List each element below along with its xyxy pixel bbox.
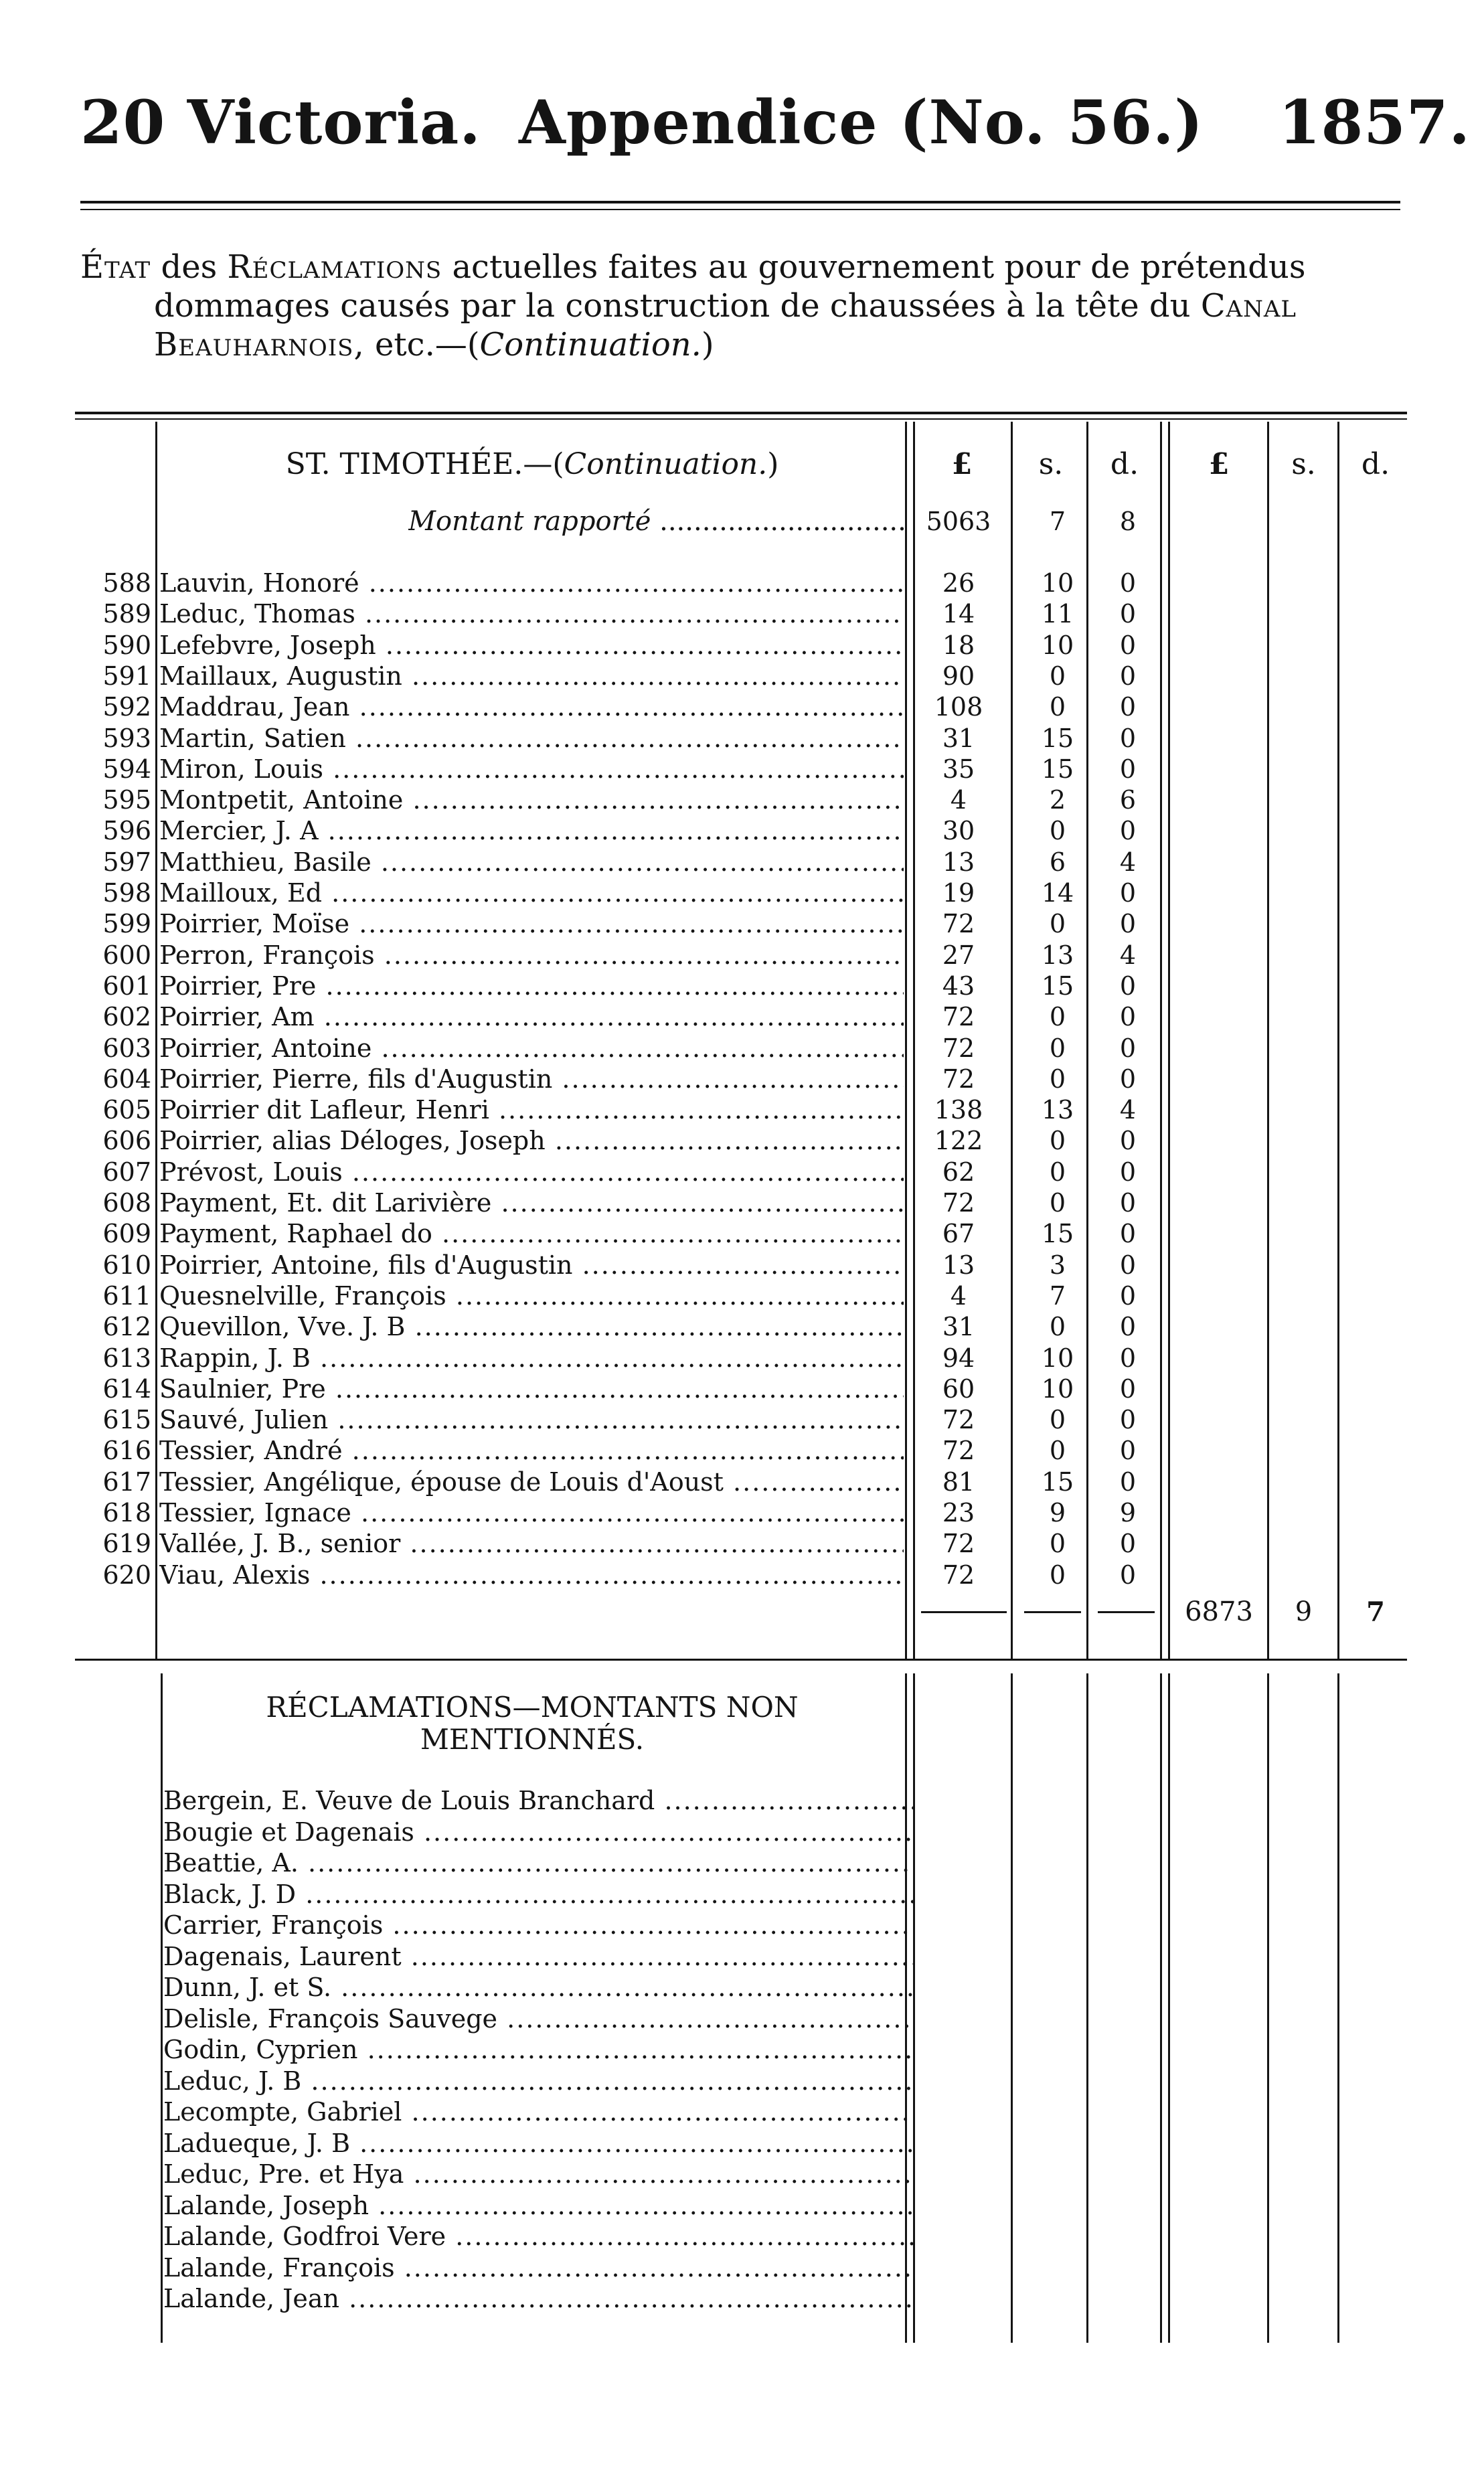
col-line-total-shillings-2: [1337, 1673, 1339, 2343]
claim-number: 614: [102, 1374, 151, 1404]
table-row: [0, 1094, 1484, 1125]
list-item: Lalande, Joseph .....: [163, 2190, 913, 2221]
claim-number: 592: [102, 692, 151, 722]
amount-pence: 0: [1119, 1280, 1137, 1311]
claimant-name: Saulnier, Pre .....: [159, 1374, 904, 1404]
table-row: [0, 1497, 1484, 1528]
claim-number: 598: [102, 878, 151, 908]
claimant-name: Quevillon, Vve. J. B .....: [159, 1311, 904, 1342]
amount-shillings: 0: [1049, 692, 1066, 722]
claim-number: 608: [102, 1188, 151, 1218]
amount-pounds: 94: [942, 1343, 975, 1373]
claimant-name: Poirrier dit Lafleur, Henri .....: [159, 1094, 904, 1125]
amount-shillings: 7: [1049, 1280, 1066, 1311]
amount-shillings: 0: [1049, 1064, 1066, 1094]
claimant-name: Poirrier, Pre .....: [159, 971, 904, 1001]
amount-pence: 0: [1119, 1529, 1137, 1559]
claimant-name: Quesnelville, François .....: [159, 1280, 904, 1311]
claim-number: 600: [102, 940, 151, 970]
title-continuation: Continuation.: [479, 326, 702, 363]
amount-pence: 0: [1119, 1064, 1137, 1094]
claim-number: 594: [102, 754, 151, 784]
claim-number: 609: [102, 1219, 151, 1249]
title-line-2: [80, 286, 1409, 325]
claimant-name: Mailloux, Ed .....: [159, 878, 904, 908]
table-row: [0, 661, 1484, 691]
amount-pence: 0: [1119, 1033, 1137, 1063]
claimant-name: Vallée, J. B., senior .....: [159, 1528, 904, 1559]
header-session: 20 Victoria.: [80, 87, 481, 158]
list-item: Carrier, François .....: [163, 1910, 913, 1940]
amount-pence: 0: [1119, 661, 1137, 691]
list-item: Godin, Cyprien .....: [163, 2034, 913, 2065]
amount-shillings: 15: [1041, 1467, 1074, 1497]
table-rule-section: [75, 1659, 1407, 1661]
list-item: Lalande, François .....: [163, 2252, 913, 2283]
amount-shillings: 0: [1049, 1560, 1066, 1590]
claim-number: 607: [102, 1157, 151, 1187]
title-line-3: [80, 325, 1409, 364]
title-word-beauharnois: Beauharnois,: [154, 326, 365, 363]
amount-pence: 0: [1119, 971, 1137, 1001]
claimant-name: Poirrier, alias Déloges, Joseph .....: [159, 1125, 904, 1156]
amount-shillings: 2: [1049, 785, 1066, 815]
amount-pence: 0: [1119, 723, 1137, 753]
amount-shillings: 0: [1049, 816, 1066, 846]
amount-pounds: 4: [950, 785, 967, 815]
total-shillings: 9: [1295, 1596, 1313, 1627]
sum-line-pence: [1098, 1611, 1155, 1613]
total-pounds: 6873: [1185, 1596, 1253, 1627]
claim-number: 613: [102, 1343, 151, 1373]
claim-number: 616: [102, 1436, 151, 1466]
table-row: [0, 847, 1484, 878]
col-line-shillings-2: [1086, 1673, 1088, 2343]
amount-pounds: 18: [942, 630, 975, 660]
table-row: [0, 691, 1484, 722]
amount-pence: 0: [1119, 816, 1137, 846]
amount-pounds: 72: [942, 1560, 975, 1590]
amount-shillings: 0: [1049, 1188, 1066, 1218]
claim-number: 589: [102, 599, 151, 629]
amount-pounds: 62: [942, 1157, 975, 1187]
col-line-pounds-2: [1011, 1673, 1013, 2343]
amount-pence: 0: [1119, 1219, 1137, 1249]
table-row: [0, 1064, 1484, 1094]
amount-shillings: 0: [1049, 661, 1066, 691]
claim-number: 619: [102, 1529, 151, 1559]
list-item: Bougie et Dagenais .....: [163, 1817, 913, 1847]
amount-shillings: 13: [1041, 1095, 1074, 1125]
claim-number: 596: [102, 816, 151, 846]
section-title-end: ): [767, 447, 779, 481]
claimant-name: Leduc, Thomas .....: [159, 598, 904, 629]
amount-pounds: 72: [942, 1064, 975, 1094]
amount-pence: 0: [1119, 1343, 1137, 1373]
claimant-name: Tessier, Ignace .....: [159, 1497, 904, 1528]
amount-pounds: 43: [942, 971, 975, 1001]
table-row: [0, 1033, 1484, 1064]
amount-shillings: 0: [1049, 1002, 1066, 1032]
amount-pounds: 67: [942, 1219, 975, 1249]
table-row: [0, 1374, 1484, 1404]
amount-shillings: 11: [1041, 599, 1074, 629]
col-header-shillings: s.: [1038, 447, 1064, 481]
claim-number: 590: [102, 630, 151, 660]
amount-pence: 0: [1119, 568, 1137, 598]
col-line-name-double-2: [913, 1673, 915, 2343]
amount-pounds: 27: [942, 940, 975, 970]
col-header-total-pounds: £: [1208, 447, 1230, 481]
amount-pence: 0: [1119, 1436, 1137, 1466]
amount-shillings: 0: [1049, 1405, 1066, 1435]
amount-pence: 4: [1119, 847, 1137, 877]
amount-shillings: 10: [1041, 568, 1074, 598]
amount-shillings: 10: [1041, 1343, 1074, 1373]
title-word-reclamations: Réclamations: [227, 248, 442, 286]
list-item: Lecompte, Gabriel .....: [163, 2096, 913, 2127]
claimant-name: Tessier, André .....: [159, 1435, 904, 1466]
claimant-name: Perron, François .....: [159, 940, 904, 971]
brought-forward-pence: 8: [1119, 507, 1137, 536]
table-row: [0, 908, 1484, 939]
table-row: [0, 784, 1484, 815]
amount-pence: 4: [1119, 1095, 1137, 1125]
amount-shillings: 0: [1049, 1312, 1066, 1342]
list-item: Black, J. D .....: [163, 1879, 913, 1910]
amount-pounds: 72: [942, 1436, 975, 1466]
amount-pounds: 72: [942, 1002, 975, 1032]
col-header-total-shillings: s.: [1291, 447, 1316, 481]
claimant-name: Mercier, J. A .....: [159, 815, 904, 846]
amount-pounds: 108: [934, 692, 983, 722]
amount-pence: 0: [1119, 909, 1137, 939]
amount-shillings: 15: [1041, 754, 1074, 784]
amount-pounds: 35: [942, 754, 975, 784]
total-pence: 7: [1366, 1596, 1385, 1628]
amount-pence: 0: [1119, 1312, 1137, 1342]
claim-number: 588: [102, 568, 151, 598]
amount-pence: 0: [1119, 1374, 1137, 1404]
claimant-name: Poirrier, Pierre, fils d'Augustin .....: [159, 1064, 904, 1094]
amount-pounds: 60: [942, 1374, 975, 1404]
amount-pence: 6: [1119, 785, 1137, 815]
claim-number: 615: [102, 1405, 151, 1435]
claim-number: 602: [102, 1002, 151, 1032]
amount-pounds: 72: [942, 909, 975, 939]
amount-shillings: 15: [1041, 1219, 1074, 1249]
amount-pence: 0: [1119, 630, 1137, 660]
table-row: [0, 1280, 1484, 1311]
table-row: [0, 815, 1484, 846]
col-line-name-left-2: [161, 1673, 163, 2343]
amount-pounds: 4: [950, 1280, 967, 1311]
amount-shillings: 0: [1049, 1126, 1066, 1156]
brought-forward-text: Montant rapporté .....: [408, 506, 904, 537]
claimant-name: Martin, Satien .....: [159, 723, 904, 754]
amount-pounds: 72: [942, 1405, 975, 1435]
amount-pence: 0: [1119, 1157, 1137, 1187]
amount-shillings: 0: [1049, 1033, 1066, 1063]
claim-number: 618: [102, 1498, 151, 1527]
claim-number: 593: [102, 723, 151, 753]
claimant-name: Payment, Raphael do .....: [159, 1218, 904, 1249]
amount-pounds: 81: [942, 1467, 975, 1497]
brought-forward-pounds: 5063: [926, 507, 991, 536]
amount-pence: 0: [1119, 692, 1137, 722]
title-word-canal: Canal: [1200, 287, 1297, 325]
amount-shillings: 10: [1041, 1374, 1074, 1404]
title-word-etat: État: [80, 248, 151, 286]
claim-number: 606: [102, 1126, 151, 1156]
amount-shillings: 15: [1041, 723, 1074, 753]
amount-shillings: 9: [1049, 1498, 1066, 1527]
claimant-name: Matthieu, Basile .....: [159, 847, 904, 878]
col-line-pence-2: [1160, 1673, 1162, 2343]
document-title: [80, 248, 1409, 364]
list-item: Lalande, Jean .....: [163, 2283, 913, 2314]
amount-shillings: 14: [1041, 878, 1074, 908]
claim-number: 591: [102, 661, 151, 691]
table-row: [0, 723, 1484, 754]
table-row: [0, 1528, 1484, 1559]
section-title-non-mentionnes: RÉCLAMATIONS—MONTANTS NON MENTIONNÉS.: [266, 1691, 799, 1756]
claimant-name: Rappin, J. B .....: [159, 1343, 904, 1374]
amount-shillings: 15: [1041, 971, 1074, 1001]
amount-pounds: 26: [942, 568, 975, 598]
claimant-name: Poirrier, Moïse .....: [159, 908, 904, 939]
header-appendix: Appendice (No. 56.): [519, 87, 1204, 158]
col-header-pounds: £: [951, 447, 973, 481]
table-row: [0, 568, 1484, 598]
table-row: [0, 1218, 1484, 1249]
list-item: Leduc, J. B .....: [163, 2066, 913, 2096]
section-title-st-timothee: [161, 447, 904, 481]
header-rule-bottom: [80, 209, 1400, 210]
amount-shillings: 0: [1049, 909, 1066, 939]
col-header-pence: d.: [1110, 447, 1139, 481]
amount-pence: 0: [1119, 1188, 1137, 1218]
table-row: [0, 1343, 1484, 1374]
table-row: [0, 878, 1484, 908]
amount-pence: 0: [1119, 599, 1137, 629]
table-row: [0, 598, 1484, 629]
claim-number: 595: [102, 785, 151, 815]
amount-shillings: 0: [1049, 1529, 1066, 1559]
claimant-name: Viau, Alexis .....: [159, 1560, 904, 1590]
claimant-name: Poirrier, Antoine, fils d'Augustin .....: [159, 1250, 904, 1280]
list-item: Dagenais, Laurent .....: [163, 1941, 913, 1972]
amount-pounds: 13: [942, 1250, 975, 1280]
claimant-name: Sauvé, Julien .....: [159, 1404, 904, 1435]
list-item: Ladueque, J. B .....: [163, 2128, 913, 2159]
claim-number: 605: [102, 1095, 151, 1125]
amount-pounds: 122: [934, 1126, 983, 1156]
claimant-name: Lefebvre, Joseph .....: [159, 630, 904, 661]
amount-pence: 0: [1119, 1250, 1137, 1280]
amount-pounds: 13: [942, 847, 975, 877]
amount-pounds: 14: [942, 599, 975, 629]
claim-number: 604: [102, 1064, 151, 1094]
col-line-total-pounds-2: [1267, 1673, 1269, 2343]
table-row: [0, 1001, 1484, 1032]
table-row: [0, 1467, 1484, 1497]
table-row: [0, 1125, 1484, 1156]
claim-number: 611: [102, 1280, 151, 1311]
amount-pounds: 19: [942, 878, 975, 908]
list-item: Lalande, Godfroi Vere .....: [163, 2221, 913, 2252]
amount-pounds: 31: [942, 1312, 975, 1342]
title-text: des: [161, 248, 218, 286]
table-row: [0, 630, 1484, 661]
col-line-pence-double-2: [1168, 1673, 1170, 2343]
amount-pence: 9: [1119, 1498, 1137, 1527]
brought-forward-shillings: 7: [1049, 507, 1066, 536]
table-rule-top: [75, 412, 1407, 414]
table-row: [0, 754, 1484, 784]
section-title-continuation: Continuation.: [564, 447, 768, 481]
claimant-name: Montpetit, Antoine .....: [159, 784, 904, 815]
claimant-name: Tessier, Angélique, épouse de Louis d'Aoust .....: [159, 1467, 904, 1497]
amount-shillings: 10: [1041, 630, 1074, 660]
amount-shillings: 0: [1049, 1436, 1066, 1466]
list-item: Dunn, J. et S. .....: [163, 1972, 913, 2003]
table-row: [0, 1435, 1484, 1466]
title-text: etc.—(: [374, 326, 480, 363]
header-rule-top: [80, 201, 1400, 203]
table-row: [0, 1404, 1484, 1435]
claimant-name: Maillaux, Augustin .....: [159, 661, 904, 691]
table-row: [0, 1157, 1484, 1187]
amount-shillings: 0: [1049, 1157, 1066, 1187]
amount-pence: 0: [1119, 878, 1137, 908]
amount-pounds: 72: [942, 1033, 975, 1063]
table-row: [0, 940, 1484, 971]
amount-pounds: 23: [942, 1498, 975, 1527]
sum-line-pounds: [921, 1611, 1007, 1613]
amount-shillings: 3: [1049, 1250, 1066, 1280]
amount-pounds: 72: [942, 1188, 975, 1218]
title-text: ): [701, 326, 714, 363]
sum-line-shillings: [1024, 1611, 1081, 1613]
amount-pounds: 138: [934, 1095, 983, 1125]
table-row: [0, 1311, 1484, 1342]
amount-pence: 0: [1119, 1405, 1137, 1435]
claimant-name: Payment, Et. dit Larivière .....: [159, 1187, 904, 1218]
amount-shillings: 13: [1041, 940, 1074, 970]
page-header: [74, 87, 1471, 161]
table-row: [0, 1560, 1484, 1590]
claim-number: 612: [102, 1312, 151, 1342]
amount-pence: 0: [1119, 1002, 1137, 1032]
claim-number: 603: [102, 1033, 151, 1063]
claim-number: 597: [102, 847, 151, 877]
claimant-name: Lauvin, Honoré .....: [159, 568, 904, 598]
claim-number: 601: [102, 971, 151, 1001]
amount-pounds: 31: [942, 723, 975, 753]
amount-shillings: 6: [1049, 847, 1066, 877]
list-item: Beattie, A. .....: [163, 1847, 913, 1878]
list-item: Bergein, E. Veuve de Louis Branchard .....: [163, 1785, 913, 1816]
title-text: dommages causés par la construction de chaussées à la tête du: [154, 287, 1191, 325]
claim-number: 617: [102, 1467, 151, 1497]
header-year: 1857.: [1279, 87, 1471, 158]
claim-number: 599: [102, 909, 151, 939]
amount-pence: 4: [1119, 940, 1137, 970]
claimant-name: Maddrau, Jean .....: [159, 691, 904, 722]
claimant-name: Prévost, Louis .....: [159, 1157, 904, 1187]
claimant-name: Poirrier, Am .....: [159, 1001, 904, 1032]
claimant-name: Poirrier, Antoine .....: [159, 1033, 904, 1064]
table-row: [0, 971, 1484, 1001]
claim-number: 610: [102, 1250, 151, 1280]
claimant-name: Miron, Louis .....: [159, 754, 904, 784]
amount-pence: 0: [1119, 1467, 1137, 1497]
amount-pence: 0: [1119, 754, 1137, 784]
table-row: [0, 1250, 1484, 1280]
list-item: Leduc, Pre. et Hya .....: [163, 2159, 913, 2189]
claim-number: 620: [102, 1560, 151, 1590]
brought-forward-row: [0, 506, 1484, 537]
table-rule-top-thin: [75, 418, 1407, 420]
title-text: actuelles faites au gouvernement pour de prétendus: [452, 248, 1306, 286]
col-header-total-pence: d.: [1361, 447, 1390, 481]
amount-pounds: 90: [942, 661, 975, 691]
table-row: [0, 1187, 1484, 1218]
amount-pounds: 72: [942, 1529, 975, 1559]
amount-pence: 0: [1119, 1560, 1137, 1590]
amount-pounds: 30: [942, 816, 975, 846]
list-item: Delisle, François Sauvege .....: [163, 2003, 913, 2034]
amount-pence: 0: [1119, 1126, 1137, 1156]
section-title-text: ST. TIMOTHÉE.—(: [285, 447, 564, 481]
